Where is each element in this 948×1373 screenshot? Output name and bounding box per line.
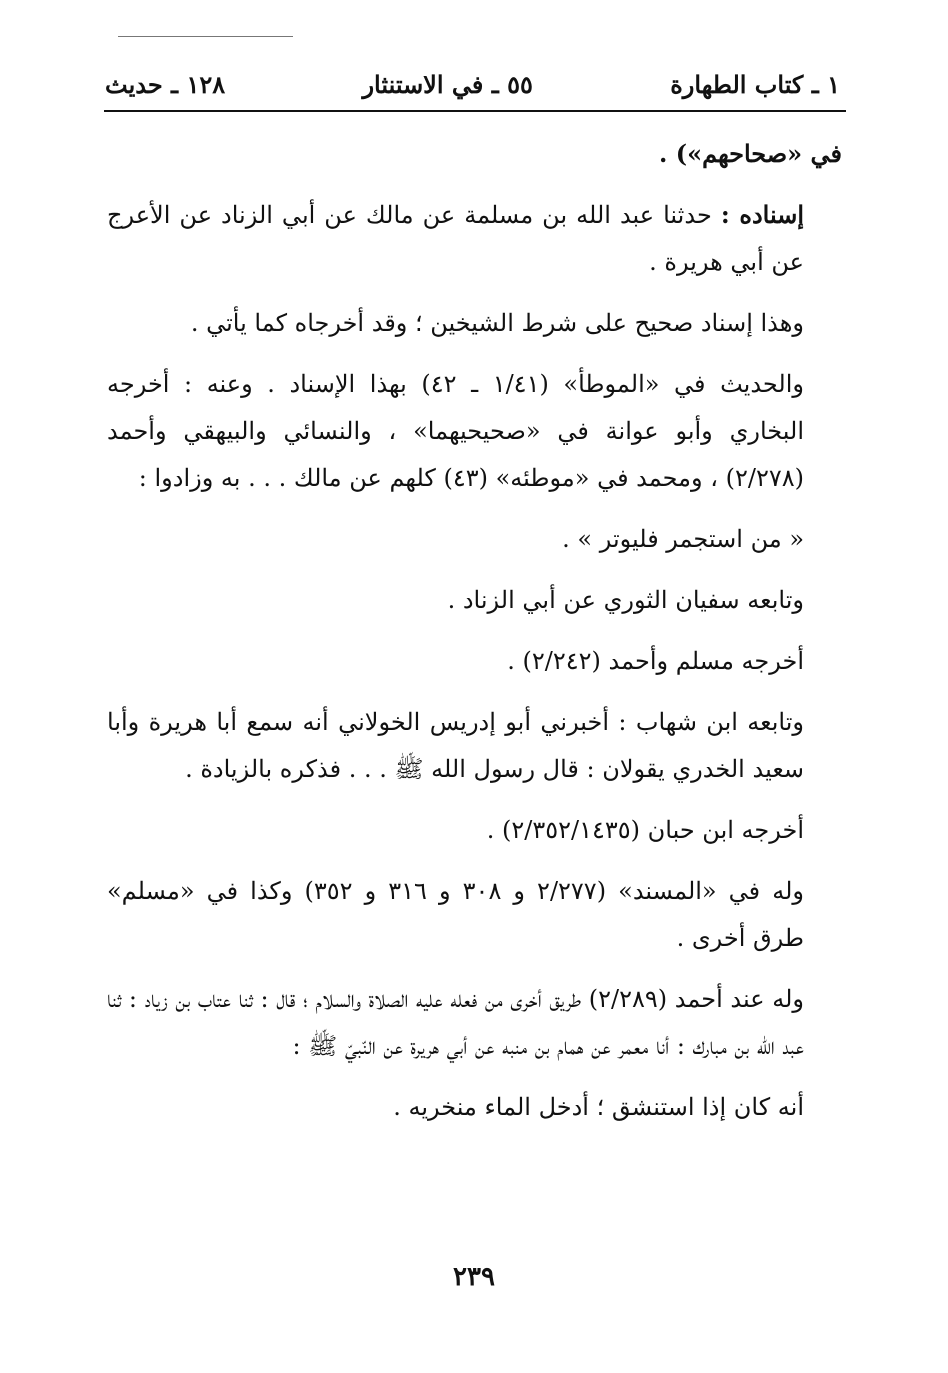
paragraph-1: في «صحاحهم») . [659,139,842,168]
isnad-text: حدثنا عبد الله بن مسلمة عن مالك عن أبي الزناد عن الأعرج عن أبي هريرة . [107,201,804,276]
paragraph-isnad [107,191,842,286]
header-hadith-number: ١٢٨ ـ حديث [105,69,226,99]
paragraph-9: أخرجه ابن حبان (٢/٣٥٢/١٤٣٥) . [486,816,804,844]
running-header [105,64,840,104]
header-rule [104,110,846,112]
top-decorative-rule [118,36,293,37]
paragraph-12: أنه كان إذا استنشق ؛ أدخل الماء منخريه . [393,1093,804,1121]
paragraph-5-quote: « من استجمر فليوتر » . [562,525,804,553]
header-chapter-title: ٥٥ ـ في الاستنثار [362,69,533,99]
paragraph-7: أخرجه مسلم وأحمد (٢/٢٤٢) . [507,647,804,675]
isnad-label: إسناده : [720,200,805,229]
paragraph-3: وهذا إسناد صحيح على شرط الشيخين ؛ وقد أخرجاه كما يأتي . [190,309,804,337]
paragraph-6: وتابعه سفيان الثوري عن أبي الزناد . [447,586,804,614]
paragraph-10: وله في «المسند» (٢/٢٧٧ و ٣٠٨ و ٣١٦ و ٣٥٢) وكذا في «مسلم» طرق أخرى . [107,877,804,952]
paragraph-11: وله عند أحمد (٢/٢٨٩) طريق أخرى من فعله عليه الصلاة والسلام ؛ قال : ثنا عتاب بن زياد : ثنا عبد الله بن مبارك : أنا معمر عن همام بن منبه عن أبي هريرة عن النّبيّ ﷺ : [107,985,805,1060]
page-number: ٢٣٩ [453,1262,495,1292]
paragraph-8: وتابعه ابن شهاب : أخبرني أبو إدريس الخولاني أنه سمع أبا هريرة وأبا سعيد الخدري يقولان : قال رسول الله ﷺ . . . فذكره بالزيادة . [107,708,804,783]
paragraph-4: والحديث في «الموطأ» (١/٤١ ـ ٤٢) بهذا الإسناد . وعنه : أخرجه البخاري وأبو عوانة في «صحيحيهما» ، والنسائي والبيهقي وأحمد (٢/٢٧٨) ، ومحمد في «موطئه» (٤٣) كلهم عن مالك . . . به وزادوا : [107,370,804,492]
page-body [107,130,842,1145]
header-book-title: ١ ـ كتاب الطهارة [670,69,840,99]
